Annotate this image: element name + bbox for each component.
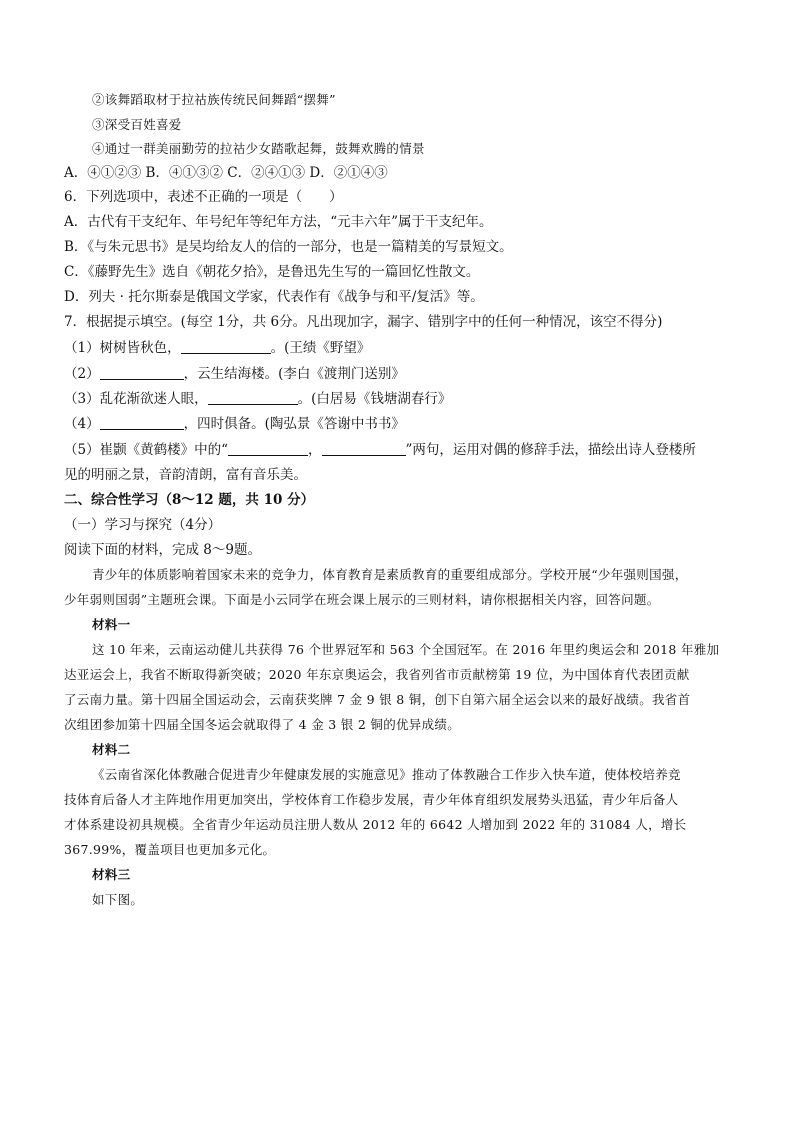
material-1-line-3: 了云南力量。第十四届全国运动会，云南获奖牌 7 金 9 银 8 铜，创下自第六届全运会以来的最好战绩。我省首 — [64, 692, 691, 707]
q6-option-b: B．《与朱元思书》是吴均给友人的信的一部分，也是一篇精美的写景短文。 — [64, 239, 513, 255]
q7-line-3-source: 。(白居易《钱塘湖春行》 — [297, 391, 452, 407]
q5-item-4: ④通过一群美丽勤劳的拉祜少女踏歌起舞，鼓舞欢腾的情景 — [92, 141, 425, 156]
q7-line-5-prefix: （5）崔颢《黄鹤楼》中的“ — [64, 442, 228, 458]
intro-paragraph-line-1: 青少年的体质影响着国家未来的竞争力，体育教育是素质教育的重要组成部分。学校开展“少年强则国强， — [92, 567, 688, 582]
material-1-line-2: 达亚运会上，我省不断取得新突破；2020 年东京奥运会，我省列省市贡献榜第 19 位，为中国体育代表团贡献 — [64, 667, 690, 682]
q7-line-5-suffix: ”两句，运用对偶的修辞手法，描绘出诗人登楼所 — [405, 442, 696, 458]
q7-line-2 — [64, 365, 405, 383]
q6-stem: 6．下列选项中，表述不正确的一项是（ ） — [64, 189, 343, 205]
answer-blank-2[interactable] — [100, 365, 184, 380]
material-2-title: 材料二 — [92, 742, 131, 757]
q7-line-2-prefix: （2） — [64, 366, 100, 382]
q7-line-3-prefix: （3）乱花渐欲迷人眼， — [64, 391, 208, 407]
q7-line-5-separator: ， — [308, 442, 322, 458]
material-2-line-4: 367.99%，覆盖项目也更加多元化。 — [64, 842, 276, 857]
material-1-title: 材料一 — [92, 617, 131, 632]
material-2-line-3: 才体系建设初具规模。全省青少年运动员注册人数从 2012 年的 6642 人增加到 2022 年的 31084 人，增长 — [64, 817, 687, 832]
section-2-heading: 二、综合性学习（8～12 题，共 10 分） — [64, 492, 315, 508]
answer-blank-3[interactable] — [208, 390, 298, 405]
material-1-line-4: 次组团参加第十四届全国冬运会就取得了 4 金 3 银 2 铜的优异成绩。 — [64, 717, 460, 732]
q7-line-1-source: 。(王绩《野望》 — [270, 340, 371, 356]
material-3-title: 材料三 — [92, 867, 131, 882]
q7-line-2-source: ，云生结海楼。(李白《渡荆门送别》 — [183, 366, 405, 382]
answer-blank-6[interactable] — [322, 441, 406, 456]
q7-line-5 — [64, 441, 696, 459]
q7-line-1-prefix: （1）树树皆秋色， — [64, 340, 181, 356]
q5-item-2: ②该舞蹈取材于拉祜族传统民间舞蹈“摆舞” — [92, 92, 336, 107]
q6-option-c: C．《藤野先生》选自《朝花夕拾》，是鲁迅先生写的一篇回忆性散文。 — [64, 264, 480, 280]
material-3-line-1: 如下图。 — [92, 892, 144, 907]
material-1-line-1: 这 10 年来，云南运动健儿共获得 76 个世界冠军和 563 个全国冠军。在 2016 年里约奥运会和 2018 年雅加 — [92, 642, 720, 657]
q5-item-3: ③深受百姓喜爱 — [92, 117, 182, 132]
q6-option-a: A．古代有干支纪年、年号纪年等纪年方法，“元丰六年”属于干支纪年。 — [64, 214, 493, 230]
q7-line-5-continued: 见的明丽之景，音韵清朗，富有音乐美。 — [64, 467, 307, 483]
reading-instruction: 阅读下面的材料，完成 8～9题。 — [64, 542, 261, 558]
answer-blank-1[interactable] — [181, 339, 271, 354]
q7-line-4-source: ，四时俱备。(陶弘景《答谢中书书》 — [183, 416, 405, 432]
material-2-line-2: 技体育后备人才主阵地作用更加突出，学校体育工作稳步发展，青少年体育组织发展势头迅猛，青少年后备人 — [64, 792, 679, 807]
answer-blank-5[interactable] — [228, 441, 308, 456]
q7-line-4 — [64, 415, 405, 433]
q7-line-4-prefix: （4） — [64, 416, 100, 432]
q5-options: A．④①②③ B．④①③② C．②④①③ D．②①④③ — [64, 165, 388, 181]
section-2-subheading: （一）学习与探究（4分） — [64, 517, 222, 533]
answer-blank-4[interactable] — [100, 415, 184, 430]
q7-line-3 — [64, 390, 451, 408]
q6-option-d: D．列夫 · 托尔斯泰是俄国文学家，代表作有《战争与和平/复活》等。 — [64, 289, 484, 305]
intro-paragraph-line-2: 少年弱则国弱”主题班会课。下面是小云同学在班会课上展示的三则材料，请你根据相关内容，回答问题。 — [64, 592, 660, 607]
q7-stem: 7．根据提示填空。(每空 1分，共 6分。凡出现加字，漏字、错别字中的任何一种情况，该空不得分) — [64, 314, 663, 330]
q7-line-1 — [64, 339, 370, 357]
material-2-line-1: 《云南省深化体教融合促进青少年健康发展的实施意见》推动了体教融合工作步入快车道，使体校培养竞 — [92, 767, 681, 782]
